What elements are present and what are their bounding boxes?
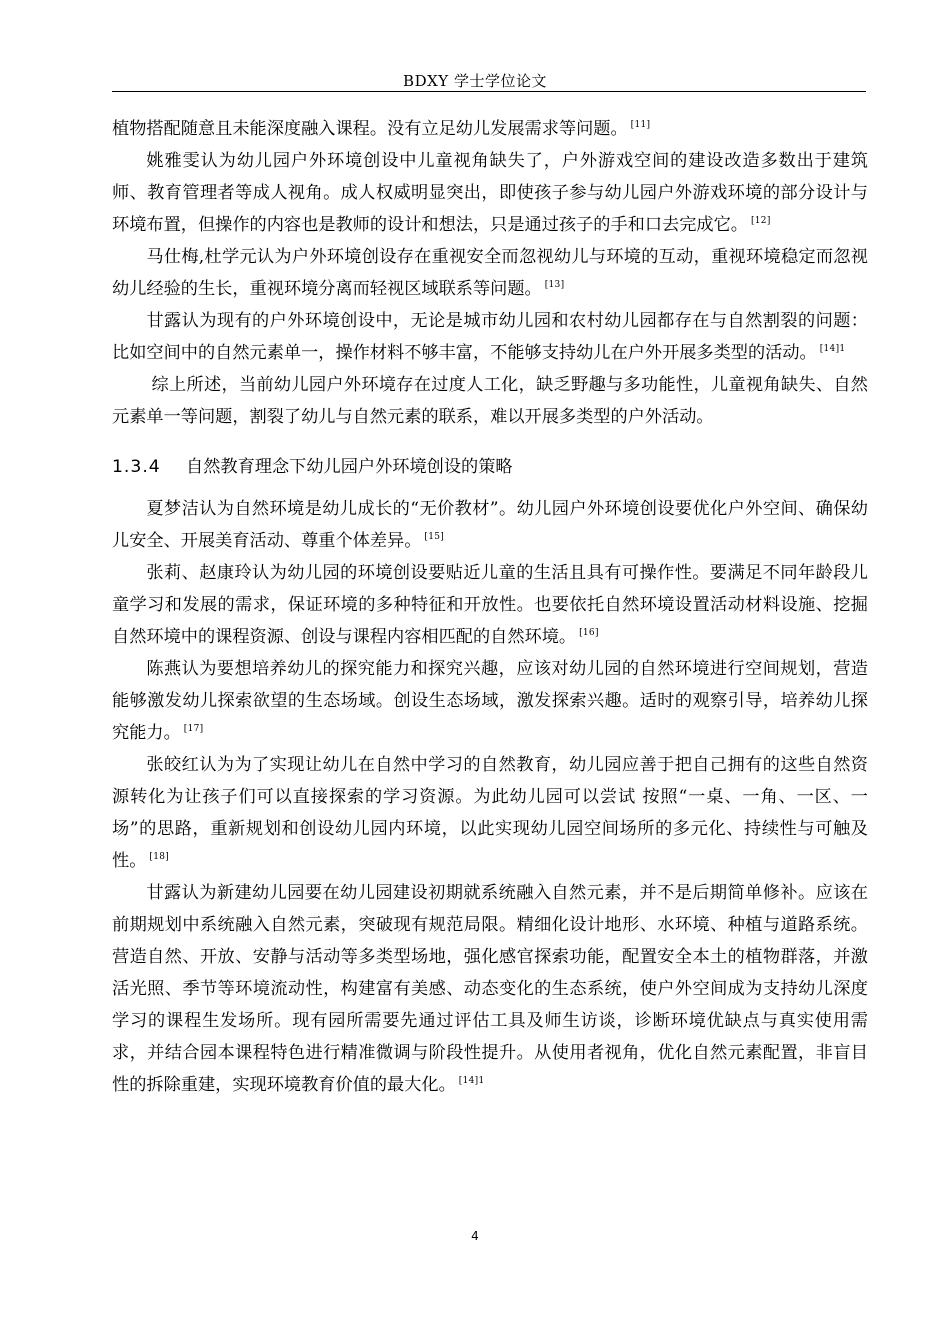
citation-marker: [11] bbox=[630, 120, 651, 130]
section-title: 自然教育理念下幼儿园户外环境创设的策略 bbox=[186, 457, 513, 477]
body-paragraph bbox=[112, 877, 868, 1101]
section-heading bbox=[112, 455, 868, 479]
paragraph-group-before-section bbox=[112, 113, 868, 433]
paragraph-text: 姚雅雯认为幼儿园户外环境创设中儿童视角缺失了，户外游戏空间的建设改造多数出于建筑师、教育管理者等成人视角。成人权威明显突出，即使孩子参与幼儿园户外游戏环境的部分设计与环境布置，但操作的内容也是教师的设计和想法，只是通过孩子的手和口去完成它。 bbox=[112, 151, 868, 235]
section-number: 1.3.4 bbox=[112, 457, 161, 477]
body-paragraph bbox=[112, 145, 868, 241]
document-body bbox=[112, 113, 868, 1101]
paragraph-text: 夏梦洁认为自然环境是幼儿成长的“无价教材”。幼儿园户外环境创设要优化户外空间、确保幼儿安全、开展美育活动、尊重个体差异。 bbox=[112, 499, 868, 551]
body-paragraph bbox=[112, 493, 868, 557]
running-header: BDXY 学士学位论文 bbox=[403, 72, 547, 90]
body-paragraph bbox=[112, 749, 868, 877]
paragraph-text: 张莉、赵康玲认为幼儿园的环境创设要贴近儿童的生活且具有可操作性。要满足不同年龄段儿童学习和发展的需求，保证环境的多种特征和开放性。也要依托自然环境设置活动材料设施、挖掘自然环境中的课程资源、创设与课程内容相匹配的自然环境。 bbox=[112, 563, 868, 647]
citation-marker: [15] bbox=[424, 532, 445, 542]
body-paragraph bbox=[112, 557, 868, 653]
body-paragraph bbox=[112, 653, 868, 749]
paragraph-text: 甘露认为新建幼儿园要在幼儿园建设初期就系统融入自然元素，并不是后期简单修补。应该在前期规划中系统融入自然元素，突破现有规范局限。精细化设计地形、水环境、种植与道路系统。营造自然、开放、安静与活动等多类型场地，强化感官探索功能，配置安全本土的植物群落，并激活光照、季节等环境流动性，构建富有美感、动态变化的生态系统，使户外空间成为支持幼儿深度学习的课程生发场所。现有园所需要先通过评估工具及师生访谈，诊断环境优缺点与真实使用需求，并结合园本课程特色进行精准微调与阶段性提升。从使用者视角，优化自然元素配置，非盲目性的拆除重建，实现环境教育价值的最大化。 bbox=[112, 883, 868, 1095]
header-divider bbox=[112, 91, 866, 92]
paragraph-text: 甘露认为现有的户外环境创设中，无论是城市幼儿园和农村幼儿园都存在与自然割裂的问题：比如空间中的自然元素单一，操作材料不够丰富，不能够支持幼儿在户外开展多类型的活动。 bbox=[112, 311, 868, 363]
body-paragraph bbox=[112, 305, 868, 369]
citation-marker: [14]1 bbox=[819, 344, 846, 354]
paragraph-text: 植物搭配随意且未能深度融入课程。没有立足幼儿发展需求等问题。 bbox=[112, 119, 628, 139]
citation-marker: [13] bbox=[544, 280, 565, 290]
citation-marker: [14]1 bbox=[458, 1076, 485, 1086]
paragraph-group-after-section bbox=[112, 493, 868, 1101]
citation-marker: [18] bbox=[149, 852, 170, 862]
body-paragraph bbox=[112, 369, 868, 433]
paragraph-text: 马仕梅,杜学元认为户外环境创设存在重视安全而忽视幼儿与环境的互动，重视环境稳定而忽视幼儿经验的生长，重视环境分离而轻视区域联系等问题。 bbox=[112, 247, 868, 299]
citation-marker: [17] bbox=[183, 724, 204, 734]
paragraph-text: 陈燕认为要想培养幼儿的探究能力和探究兴趣，应该对幼儿园的自然环境进行空间规划，营造能够激发幼儿探索欲望的生态场域。创设生态场域，激发探索兴趣。适时的观察引导，培养幼儿探究能力。 bbox=[112, 659, 868, 743]
body-paragraph bbox=[112, 113, 868, 145]
citation-marker: [12] bbox=[750, 216, 771, 226]
page-number: 4 bbox=[471, 1229, 479, 1243]
body-paragraph bbox=[112, 241, 868, 305]
paragraph-text: 张皎红认为为了实现让幼儿在自然中学习的自然教育，幼儿园应善于把自己拥有的这些自然资源转化为让孩子们可以直接探索的学习资源。为此幼儿园可以尝试 按照“一桌、一角、一区、一场”的思路，重新规划和创设幼儿园内环境，以此实现幼儿园空间场所的多元化、持续性与可触及性。 bbox=[112, 755, 868, 871]
citation-marker: [16] bbox=[579, 628, 599, 638]
paragraph-text: 综上所述，当前幼儿园户外环境存在过度人工化，缺乏野趣与多功能性，儿童视角缺失、自然元素单一等问题，割裂了幼儿与自然元素的联系，难以开展多类型的户外活动。 bbox=[112, 375, 868, 427]
